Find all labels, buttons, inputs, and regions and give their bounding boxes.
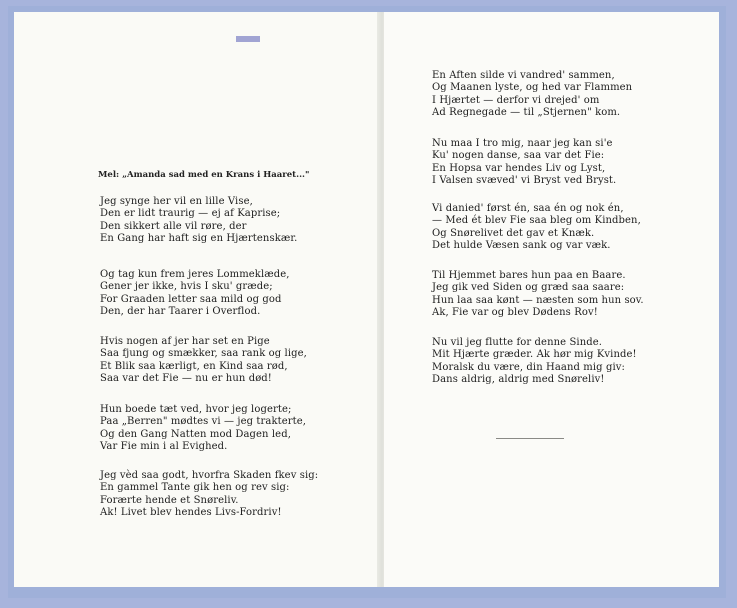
verse-line: En gammel Tante gik hen og rev sig: <box>100 482 290 494</box>
verse-line: Var Fie min i al Evighed. <box>100 440 228 452</box>
stanza <box>100 470 318 519</box>
verse-line: Saa var det Fie — nu er hun død! <box>100 372 272 384</box>
verse-line: I Hjærtet — derfor vi drejed' om <box>432 94 600 106</box>
faded-printer-line <box>104 84 254 90</box>
stanza <box>432 203 641 252</box>
verse-line: Et Blik saa kærligt, en Kind saa rød, <box>100 360 288 372</box>
verse-line: Ak, Fie var og blev Dødens Rov! <box>432 306 598 318</box>
verse-line: Jeg synge her vil en lille Vise, <box>100 196 253 207</box>
verse-line: Og den Gang Natten mod Dagen led, <box>100 428 291 440</box>
verse-line: Hun boede tæt ved, hvor jeg logerte; <box>100 404 292 415</box>
verse-line: En Aften silde vi vandred' sammen, <box>432 70 615 81</box>
verse-line: For Graaden letter saa mild og god <box>100 293 282 305</box>
verse-line: Ad Regnegade — til „Stjernen" kom. <box>432 106 621 118</box>
verse-line: I Valsen svæved' vi Bryst ved Bryst. <box>432 174 617 186</box>
verse-line: — Med ét blev Fie saa bleg om Kindben, <box>432 215 641 227</box>
stanza <box>432 70 632 119</box>
stanza <box>100 336 307 385</box>
faded-subheading <box>104 152 344 172</box>
verse-line: En Hopsa var hendes Liv og Lyst, <box>432 162 606 174</box>
verse-line: Dans aldrig, aldrig med Snøreliv! <box>432 373 605 385</box>
stanza <box>432 138 616 187</box>
verse-line: Vi danied' først én, saa én og nok én, <box>432 203 624 214</box>
library-stamp <box>174 34 266 48</box>
verse-line: Den, der har Taarer i Overflod. <box>100 305 261 317</box>
divider-rule <box>496 438 564 439</box>
verse-line: Den sikkert alle vil røre, der <box>100 220 247 232</box>
stanza <box>100 269 290 318</box>
stanza <box>432 270 644 319</box>
faded-heading <box>90 102 330 124</box>
stanza <box>100 404 306 453</box>
verse-line: Hvis nogen af jer har set en Pige <box>100 336 270 347</box>
verse-line: Det hulde Væsen sank og var væk. <box>432 239 611 251</box>
verse-line: Ku' nogen danse, saa var det Fie: <box>432 150 605 162</box>
verse-line: Moralsk du være, din Haand mig giv: <box>432 361 625 373</box>
verse-line: Og tag kun frem jeres Lommeklæde, <box>100 269 290 280</box>
verse-line: Til Hjemmet bares hun paa en Baare. <box>432 270 626 281</box>
verse-line: Den er lidt traurig — ej af Kaprise; <box>100 208 281 220</box>
verse-line: Nu maa I tro mig, naar jeg kan si'e <box>432 138 613 149</box>
verse-line: En Gang har haft sig en Hjærtenskær. <box>100 232 298 244</box>
verse-line: Nu vil jeg flutte for denne Sinde. <box>432 337 603 348</box>
verse-line: Ak! Livet blev hendes Livs-Fordriv! <box>100 506 282 518</box>
verse-line: Gener jer ikke, hvis I sku' græde; <box>100 281 273 293</box>
verse-line: Saa fjung og smækker, saa rank og lige, <box>100 348 307 360</box>
verse-line: Hun laa saa kønt — næsten som hun sov. <box>432 294 644 306</box>
verse-line: Paa „Berren" mødtes vi — jeg trakterte, <box>100 416 307 428</box>
verse-line: Jeg gik ved Siden og græd saa saare: <box>432 282 625 294</box>
verse-line: Og Maanen lyste, og hed var Flammen <box>432 82 633 94</box>
verse-line: Mit Hjærte græder. Ak hør mig Kvinde! <box>432 349 637 361</box>
verse-line: Og Snørelivet det gav et Knæk. <box>432 227 595 239</box>
verse-line: Jeg vèd saa godt, hvorfra Skaden fkev sig: <box>100 470 319 481</box>
stanza <box>100 196 297 245</box>
verse-line: Forærte hende et Snøreliv. <box>100 494 239 506</box>
stanza <box>432 337 637 386</box>
melody-note: Mel: „Amanda sad med en Krans i Haaret..." <box>98 170 310 180</box>
